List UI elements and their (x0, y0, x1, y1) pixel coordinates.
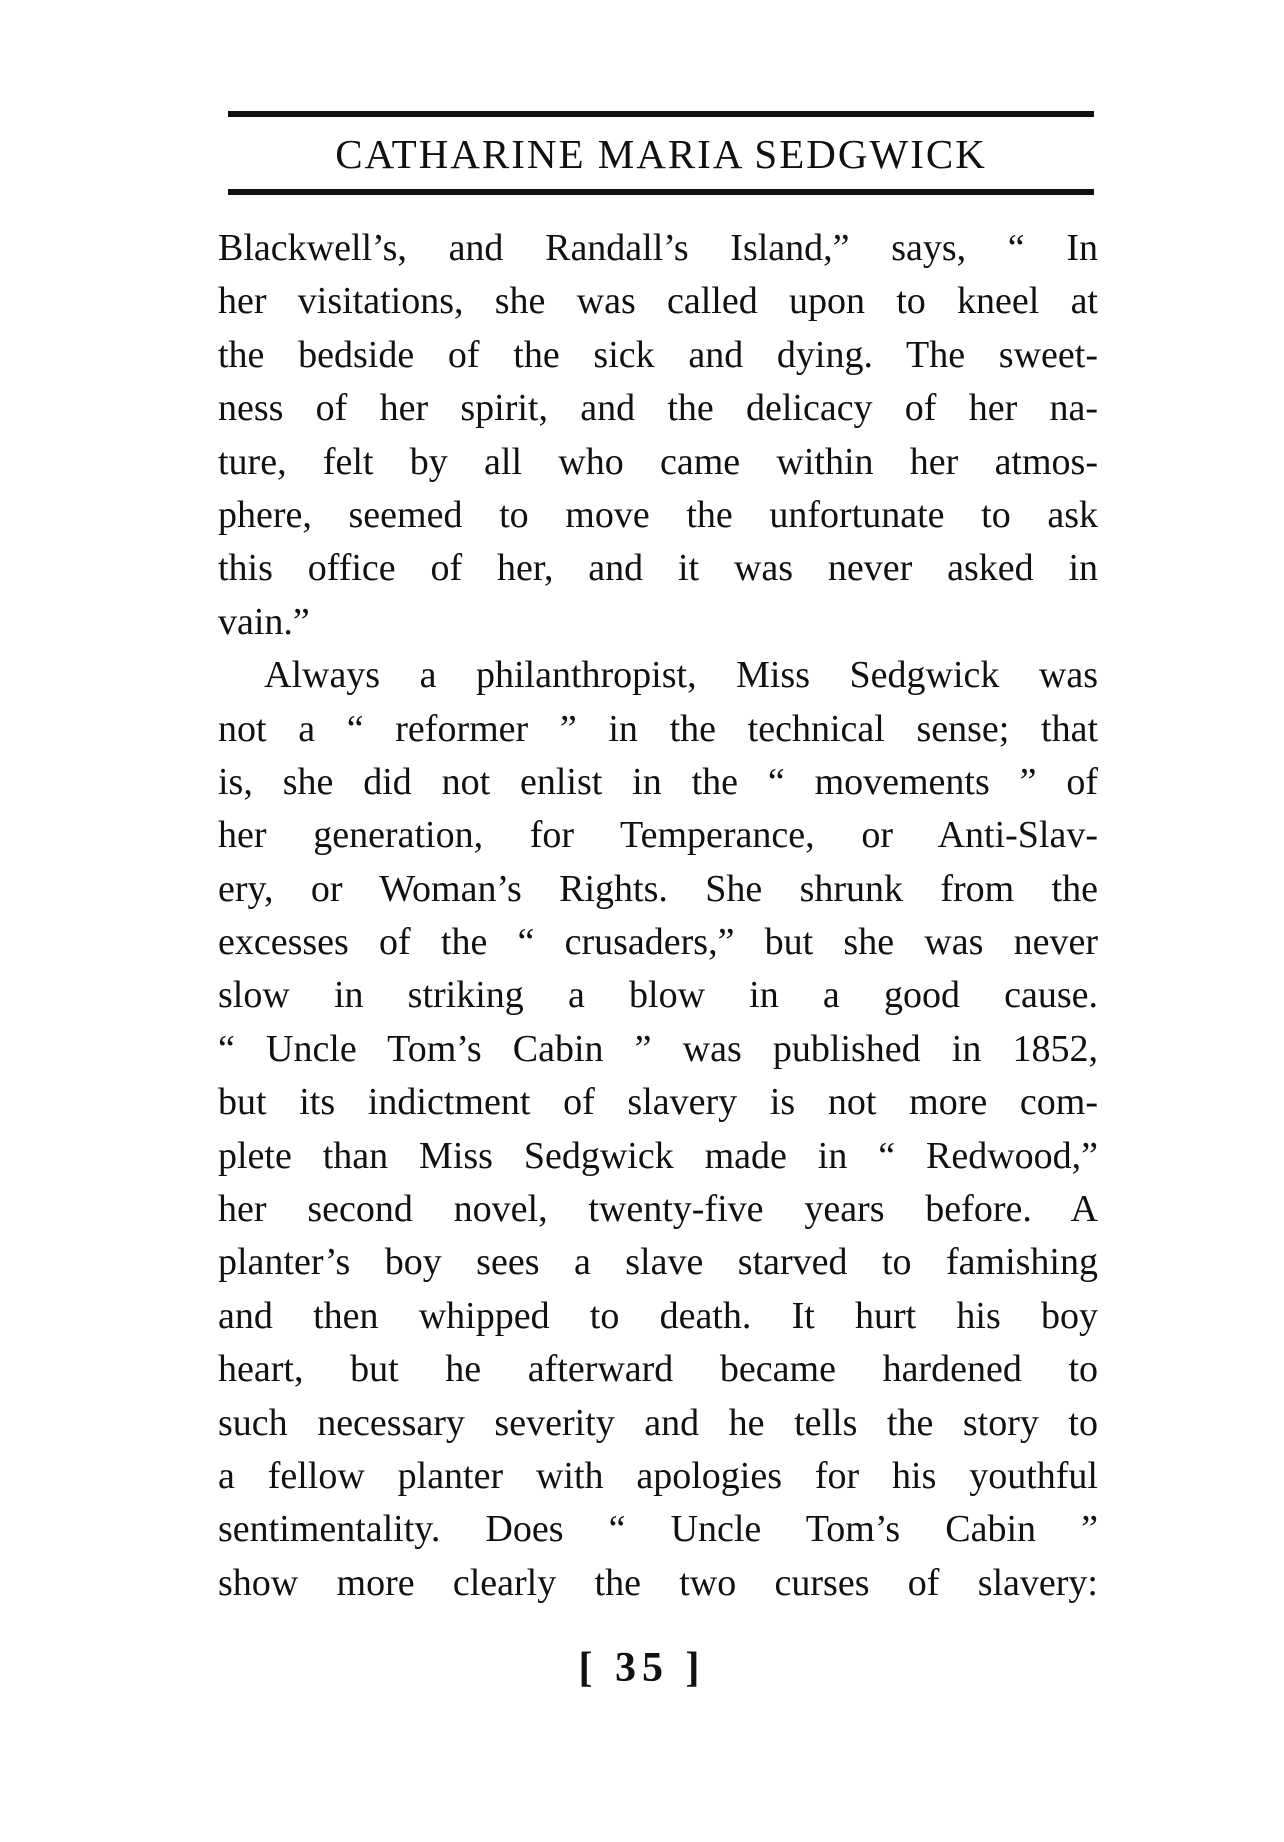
text-line: Always a philanthropist, Miss Sedgwick was (264, 654, 1098, 697)
text-line: phere, seemed to move the unfortunate to ask (218, 493, 1098, 536)
page-number: [ 35 ] (578, 1645, 706, 1691)
paragraph (218, 222, 1098, 649)
text-line: not a “ reformer ” in the technical sense; that (218, 707, 1098, 750)
text-line: “ Uncle Tom’s Cabin ” was published in 1852, (218, 1027, 1098, 1070)
running-head-title: CATHARINE MARIA SEDGWICK (335, 131, 987, 177)
text-line: is, she did not enlist in the “ movements ” of (218, 760, 1098, 803)
header-top-rule (228, 111, 1094, 117)
text-line: heart, but he afterward became hardened to (218, 1348, 1098, 1391)
text-line: her visitations, she was called upon to kneel at (218, 280, 1098, 323)
text-line: plete than Miss Sedgwick made in “ Redwood,” (218, 1134, 1098, 1177)
text-line: ness of her spirit, and the delicacy of her na- (218, 387, 1098, 430)
text-line: slow in striking a blow in a good cause. (218, 974, 1098, 1017)
text-line: the bedside of the sick and dying. The sweet- (218, 333, 1098, 376)
body-text (218, 222, 1098, 1610)
text-line: and then whipped to death. It hurt his boy (218, 1294, 1098, 1337)
text-line: her second novel, twenty-five years before. A (218, 1188, 1098, 1231)
text-line: sentimentality. Does “ Uncle Tom’s Cabin ” (218, 1508, 1098, 1551)
text-line: ture, felt by all who came within her atmos- (218, 440, 1098, 483)
text-line: show more clearly the two curses of slavery: (218, 1561, 1098, 1604)
text-line: her generation, for Temperance, or Anti-Slav- (218, 814, 1098, 857)
text-line: a fellow planter with apologies for his youthful (218, 1454, 1098, 1497)
text-line: ery, or Woman’s Rights. She shrunk from the (218, 867, 1098, 910)
text-line: Blackwell’s, and Randall’s Island,” says, “ In (218, 227, 1098, 269)
text-line: vain.” (218, 600, 310, 643)
header-bottom-rule (228, 189, 1094, 195)
text-line: such necessary severity and he tells the story to (218, 1401, 1098, 1444)
paragraph (218, 649, 1098, 1610)
text-line: excesses of the “ crusaders,” but she was never (218, 921, 1098, 964)
text-line: planter’s boy sees a slave starved to famishing (218, 1241, 1098, 1284)
text-line: this office of her, and it was never asked in (218, 547, 1098, 590)
text-line: but its indictment of slavery is not more com- (218, 1081, 1098, 1124)
